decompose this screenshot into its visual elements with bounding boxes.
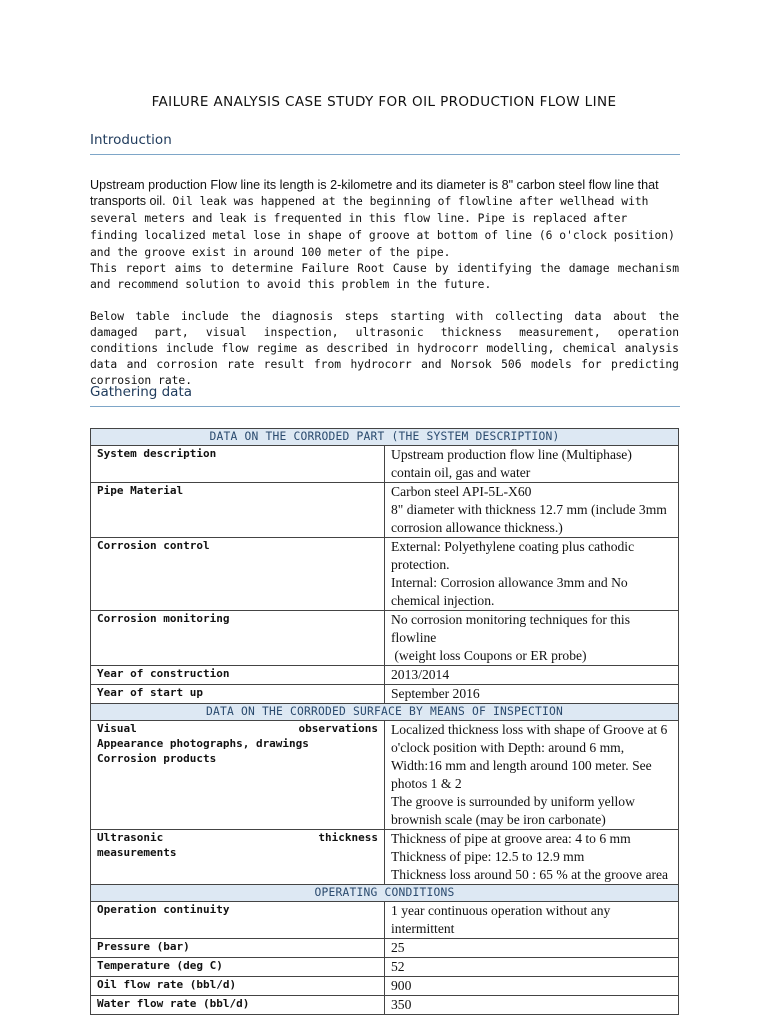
table-row — [91, 958, 679, 977]
row-value — [385, 611, 679, 666]
label-line — [97, 721, 378, 736]
row-label: Year of start up — [91, 685, 385, 704]
row-value: September 2016 — [385, 685, 679, 704]
row-value — [385, 830, 679, 885]
table-section-row — [91, 429, 679, 446]
value-line: Thickness of pipe at groove area: 4 to 6 mm — [391, 831, 631, 846]
introduction-body — [90, 177, 679, 389]
introduction-heading: Introduction — [90, 132, 680, 155]
row-label: Water flow rate (bbl/d) — [91, 996, 385, 1015]
value-line: Carbon steel API-5L-X60 — [391, 484, 532, 499]
label-word: thickness — [318, 831, 378, 844]
row-label: Year of construction — [91, 666, 385, 685]
row-value: 900 — [385, 977, 679, 996]
row-value: 350 — [385, 996, 679, 1015]
value-line: No corrosion monitoring techniques for this flowline — [391, 612, 630, 645]
label-line: Corrosion products — [97, 752, 217, 765]
row-label: Corrosion control — [91, 538, 385, 611]
label-word: observations — [298, 722, 378, 735]
table-row — [91, 611, 679, 666]
table-section-row — [91, 885, 679, 902]
value-line: The groove is surrounded by uniform yellow brownish scale (may be iron carbonate) — [391, 794, 635, 827]
value-line: Localized thickness loss with shape of Groove at 6 o'clock position with Depth: around 6 mm, Width:16 mm and length around 100 meter. See photos 1 & 2 — [391, 722, 668, 791]
row-label — [91, 721, 385, 830]
value-line: Thickness loss around 50 : 65 % at the groove area — [391, 867, 669, 882]
intro-paragraph-1-rest: Oil leak was happened at the beginning of flowline after wellhead with several meters and leak is frequented in this flow line. Pipe is replaced after finding localized metal lose in shape of groove at bottom of line (6 o'clock position) and the groove exist in around 100 meter of the pipe. — [90, 195, 675, 259]
intro-paragraph-1 — [90, 177, 679, 261]
table-row — [91, 721, 679, 830]
label-line: measurements — [97, 846, 177, 859]
row-label: System description — [91, 446, 385, 483]
value-line: (weight loss Coupons or ER probe) — [391, 648, 587, 663]
label-word: Visual — [97, 722, 137, 735]
table-row — [91, 446, 679, 483]
table-row — [91, 538, 679, 611]
table-row — [91, 939, 679, 958]
table-row — [91, 996, 679, 1015]
row-label: Oil flow rate (bbl/d) — [91, 977, 385, 996]
row-value: Upstream production flow line (Multiphase) contain oil, gas and water — [385, 446, 679, 483]
row-value — [385, 538, 679, 611]
row-value: 25 — [385, 939, 679, 958]
section-header-inspection: DATA ON THE CORRODED SURFACE BY MEANS OF INSPECTION — [91, 704, 679, 721]
value-line: Internal: Corrosion allowance 3mm and No chemical injection. — [391, 575, 628, 608]
intro-paragraph-1-lead: Upstream production Flow line its length is 2-kilometre and its diameter is 8" carbon steel flow line that transports oil. — [90, 178, 659, 208]
label-word: Ultrasonic — [97, 831, 164, 844]
row-value: 1 year continuous operation without any intermittent — [385, 902, 679, 939]
label-line — [97, 830, 378, 845]
row-label: Pressure (bar) — [91, 939, 385, 958]
intro-paragraph-2: This report aims to determine Failure Root Cause by identifying the damage mechanism and recommend solution to avoid this problem in the future. — [90, 262, 679, 291]
value-line: Thickness of pipe: 12.5 to 12.9 mm — [391, 849, 585, 864]
intro-paragraph-3: Below table include the diagnosis steps starting with collecting data about the damaged part, visual inspection, ultrasonic thickness measurement, operation conditions include flow regime as described in hydrocorr modelling, chemical analysis data and corrosion rate result from hydrocorr and Norsok 506 models for predicting corrosion rate. — [90, 310, 679, 387]
table-row — [91, 685, 679, 704]
row-label: Pipe Material — [91, 483, 385, 538]
value-line: 8" diameter with thickness 12.7 mm (include 3mm corrosion allowance thickness.) — [391, 502, 667, 535]
row-label: Corrosion monitoring — [91, 611, 385, 666]
row-value — [385, 721, 679, 830]
table-row — [91, 666, 679, 685]
value-line: External: Polyethylene coating plus cathodic protection. — [391, 539, 635, 572]
row-value: 2013/2014 — [385, 666, 679, 685]
table-section-row — [91, 704, 679, 721]
table-row — [91, 483, 679, 538]
row-value: 52 — [385, 958, 679, 977]
table-row — [91, 830, 679, 885]
row-label: Operation continuity — [91, 902, 385, 939]
corrosion-data-table — [90, 428, 679, 1015]
table-row — [91, 977, 679, 996]
table-row — [91, 902, 679, 939]
row-value — [385, 483, 679, 538]
document-title: FAILURE ANALYSIS CASE STUDY FOR OIL PRODUCTION FLOW LINE — [151, 94, 617, 110]
label-line: Appearance photographs, drawings — [97, 737, 309, 750]
row-label — [91, 830, 385, 885]
gathering-data-heading: Gathering data — [90, 384, 680, 407]
section-header-corroded-part: DATA ON THE CORRODED PART (THE SYSTEM DESCRIPTION) — [91, 429, 679, 446]
section-header-operating-conditions: OPERATING CONDITIONS — [91, 885, 679, 902]
row-label: Temperature (deg C) — [91, 958, 385, 977]
